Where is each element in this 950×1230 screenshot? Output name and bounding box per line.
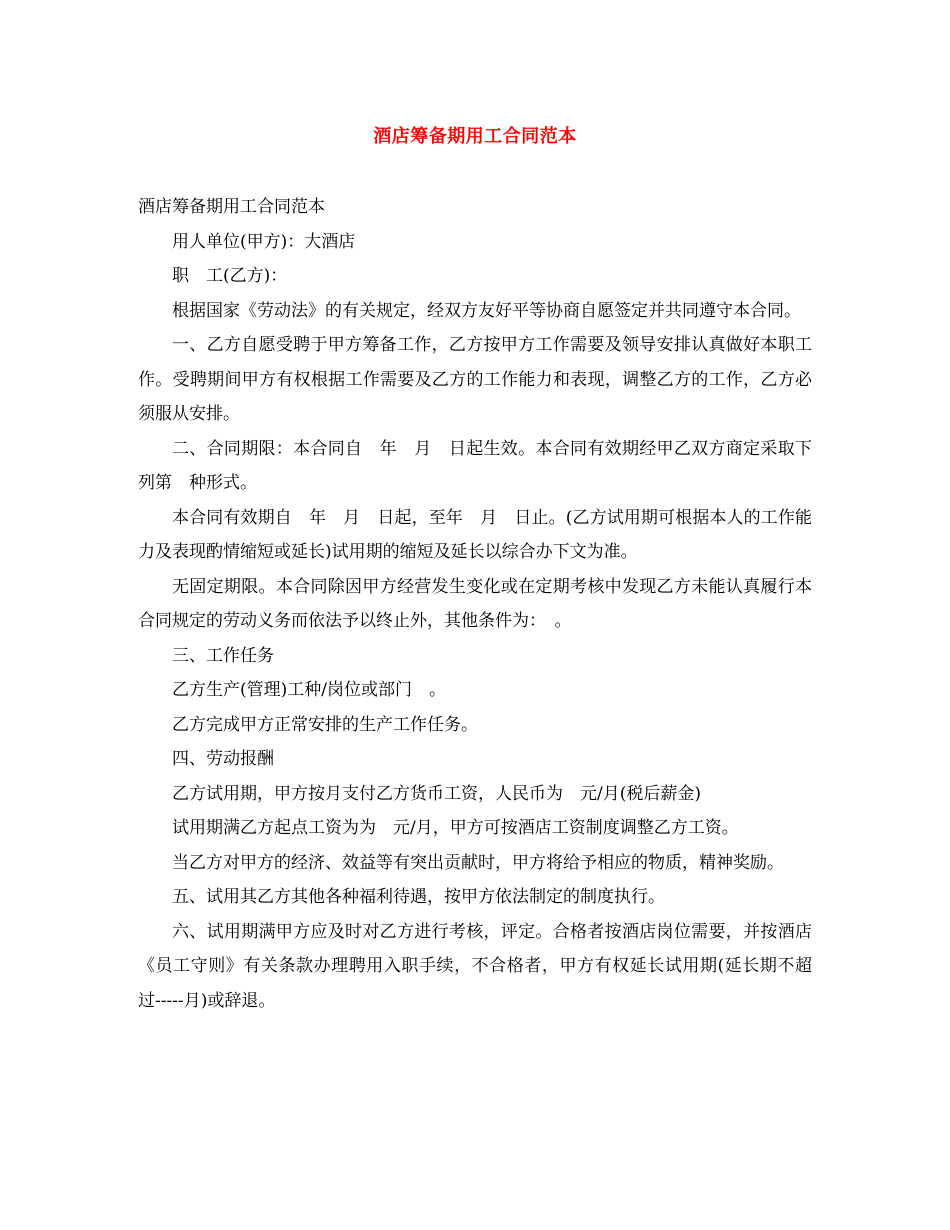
paragraph-clause-2-term: 本合同有效期自 年 月 日起，至年 月 日止。(乙方试用期可根据本人的工作能力及表现酌情缩短或延长)试用期的缩短及延长以综合办下文为准。	[138, 507, 812, 562]
paragraph-clause-4-starting-pay: 试用期满乙方起点工资为为 元/月，甲方可按酒店工资制度调整乙方工资。	[172, 818, 739, 838]
paragraph-clause-5: 五、试用其乙方其他各种福利待遇，按甲方依法制定的制度执行。	[172, 887, 665, 907]
paragraph-preamble: 根据国家《劳动法》的有关规定，经双方友好平等协商自愿签定并共同遵守本合同。	[172, 300, 801, 321]
paragraph-clause-3-task: 乙方完成甲方正常安排的生产工作任务。	[172, 714, 478, 735]
paragraph-employer: 用人单位(甲方)：大酒店	[172, 231, 356, 252]
paragraph-clause-2: 二、合同期限：本合同自 年 月 日起生效。本合同有效期经甲乙双方商定采取下列第 种形式。	[138, 438, 812, 493]
paragraph-clause-4: 四、劳动报酬	[172, 749, 274, 769]
document-title: 酒店筹备期用工合同范本	[373, 126, 577, 147]
paragraph-clause-4-reward: 当乙方对甲方的经济、效益等有突出贡献时，甲方将给予相应的物质，精神奖励。	[172, 852, 784, 873]
paragraph-clause-6: 六、试用期满甲方应及时对乙方进行考核，评定。合格者按酒店岗位需要，并按酒店《员工守则》有关条款办理聘用入职手续，不合格者，甲方有权延长试用期(延长期不超过-----月)或辞退。	[138, 921, 812, 1011]
paragraph-clause-4-probation-pay: 乙方试用期，甲方按月支付乙方货币工资，人民币为 元/月(税后薪金)	[172, 783, 701, 804]
paragraph-employee: 职 工(乙方)：	[172, 266, 288, 286]
document-body	[138, 190, 812, 1018]
paragraph-clause-3: 三、工作任务	[172, 645, 274, 666]
paragraph-clause-1: 一、乙方自愿受聘于甲方筹备工作，乙方按甲方工作需要及领导安排认真做好本职工作。受聘期间甲方有权根据工作需要及乙方的工作能力和表现，调整乙方的工作，乙方必须服从安排。	[138, 335, 812, 424]
paragraph-clause-2-open-term: 无固定期限。本合同除因甲方经营发生变化或在定期考核中发现乙方未能认真履行本合同规定的劳动义务而依法予以终止外，其他条件为： 。	[138, 576, 812, 631]
paragraph-heading: 酒店筹备期用工合同范本	[138, 197, 325, 217]
paragraph-clause-3-position: 乙方生产(管理)工种/岗位或部门 。	[172, 680, 446, 700]
